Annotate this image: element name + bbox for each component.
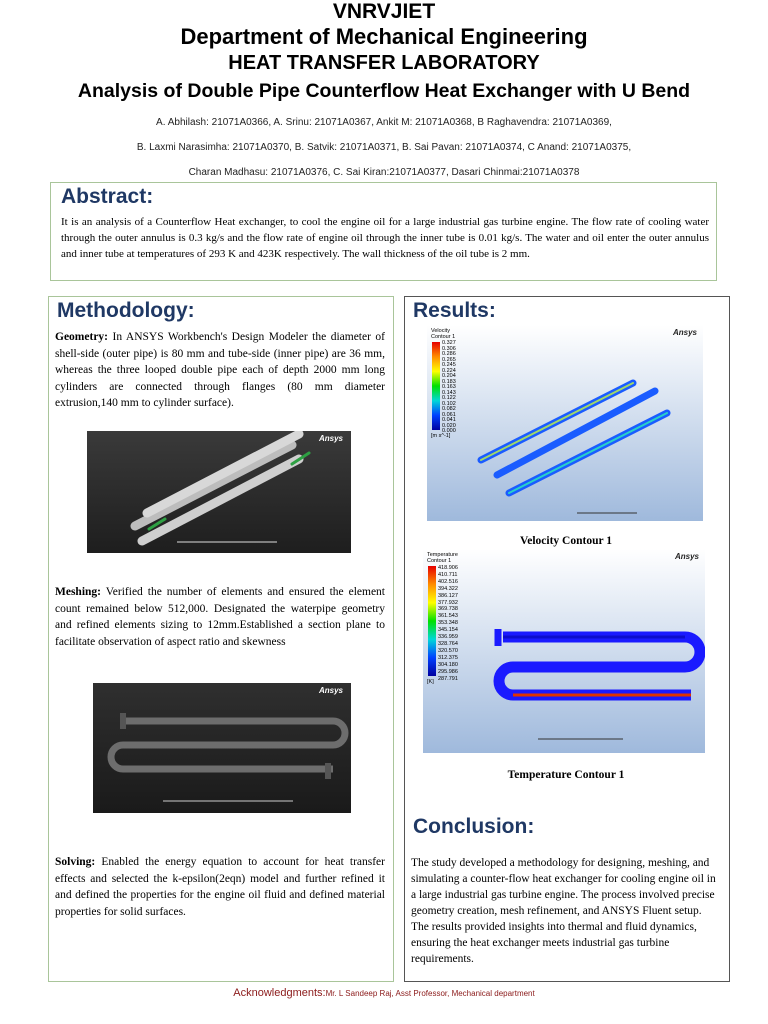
solving-paragraph [55, 854, 385, 920]
legend-value: 369.738 [438, 606, 458, 613]
legend-value: 394.322 [438, 585, 458, 592]
legend-value: 320.570 [438, 647, 458, 654]
poster-title: Analysis of Double Pipe Counterflow Heat Exchanger with U Bend [77, 80, 691, 102]
geometry-paragraph [55, 329, 385, 412]
ansys-logo: Ansys [674, 552, 699, 561]
mesh-figure [93, 683, 351, 813]
legend-value: 295.986 [438, 668, 458, 675]
temperature-unit: [K] [427, 679, 434, 685]
legend-value: 386.127 [438, 592, 458, 599]
department-name: Department of Mechanical Engineering [180, 24, 588, 49]
solving-text: Enabled the energy equation to account for heat transfer effects and selected the k-epsilon(2eqn) model and further refined it and defined the properties for the engine oil fluid and defined material properties for solid surfaces. [55, 856, 385, 918]
legend-value: 0.143 [442, 389, 456, 396]
legend-value: 353.348 [438, 620, 458, 627]
velocity-legend-title: Velocity Contour 1 [431, 328, 456, 341]
legend-value: 0.327 [442, 340, 456, 346]
legend-value: 0.204 [442, 373, 456, 379]
legend-value: 0.082 [442, 406, 456, 412]
meshing-label: Meshing: [55, 586, 101, 598]
results-title: Results: [413, 299, 496, 322]
ansys-logo: Ansys [672, 328, 697, 337]
legend-value: 304.180 [438, 661, 458, 668]
acknowledgments-text: Mr. L Sandeep Raj, Asst Professor, Mechanical department [325, 989, 535, 998]
methodology-section [48, 296, 394, 982]
legend-value: 418.906 [438, 565, 458, 571]
legend-value: 328.764 [438, 640, 458, 647]
ansys-logo: Ansys [318, 434, 343, 443]
conclusion-text: The study developed a methodology for designing, meshing, and simulating a counter-flow heat exchanger for cooling engine oil in a large industrial gas turbine engine. The process involved precise geometry creation, mesh refinement, and ANSYS Fluent setup. The results provided insights into thermal and fluid dynamics, ensuring the heat exchanger meets industrial gas turbine requirements. [411, 857, 716, 965]
abstract-section [50, 182, 717, 281]
legend-value: 312.375 [438, 654, 458, 661]
legend-value: 345.154 [438, 627, 458, 634]
velocity-contour-caption: Velocity Contour 1 [520, 535, 612, 547]
velocity-contour-image [427, 325, 703, 521]
legend-value: 0.286 [442, 351, 456, 357]
velocity-unit: [m s^-1] [431, 433, 451, 439]
legend-value: 0.265 [442, 356, 456, 363]
temperature-contour-image [423, 549, 705, 753]
legend-value: 0.020 [442, 422, 456, 429]
solving-label: Solving: [55, 856, 96, 868]
lab-name: HEAT TRANSFER LABORATORY [228, 52, 540, 74]
meshing-text: Verified the number of elements and ensured the element count remained below 512,000. Designated the waterpipe geometry and refined elements sizing to 12mm.Established a section plane to facilitate observation of aspect ratio and skewness [55, 586, 385, 648]
legend-value: 0.102 [442, 400, 456, 407]
legend-value: 287.791 [438, 675, 458, 682]
temperature-contour-caption: Temperature Contour 1 [507, 769, 625, 781]
legend-value: 0.224 [442, 367, 456, 374]
authors-line: Charan Madhasu: 21071A0376, C. Sai Kiran:21071A0377, Dasari Chinmai:21071A0378 [188, 167, 580, 178]
legend-value: 336.959 [438, 634, 458, 641]
geometry-text: In ANSYS Workbench's Design Modeler the diameter of shell-side (outer pipe) is 80 mm and tube-side (inner pipe) are 36 mm, whereas the three looped double pipe each of depth 2000 mm long cylinders are connected through flanges (80 mm diameter extrusion,140 mm to cylinder surface). [55, 331, 385, 409]
legend-value: 0.183 [442, 378, 456, 385]
legend-value: 0.163 [442, 384, 456, 390]
legend-value: 0.122 [442, 395, 456, 401]
authors-line: B. Laxmi Narasimha: 21071A0370, B. Satvik: 21071A0371, B. Sai Pavan: 21071A0374, C Anand: 21071A0375, [136, 142, 632, 153]
acknowledgments-label: Acknowledgments: [233, 987, 326, 999]
legend-value: 410.711 [438, 571, 458, 578]
abstract-title: Abstract: [61, 185, 154, 208]
legend-value: 361.543 [438, 613, 458, 620]
legend-value: 0.245 [442, 362, 456, 368]
meshing-paragraph [55, 584, 385, 650]
results-section [404, 296, 730, 982]
temperature-legend-title: Temperature Contour 1 [427, 552, 458, 565]
mesh-model-image [93, 683, 351, 813]
ansys-logo: Ansys [318, 686, 343, 695]
conclusion-title: Conclusion: [413, 815, 535, 838]
legend-value: 0.061 [442, 411, 456, 418]
legend-value: 377.932 [438, 599, 458, 606]
institute-name: VNRVJIET [332, 0, 436, 23]
geometry-figure [87, 431, 351, 553]
abstract-text: It is an analysis of a Counterflow Heat exchanger, to cool the engine oil for a large industrial gas turbine engine. The flow rate of cooling water through the outer annulus is 0.3 kg/s and the flow rate of engine oil through the inner tube is 0.01 kg/s. The water and oil enter the outer annulus and inner tube at temperatures of 293 K and 423K respectively. The wall thickness of the oil tube is 2 mm. [61, 216, 709, 260]
temperature-contour-figure [423, 549, 705, 753]
geometry-label: Geometry: [55, 331, 108, 343]
legend-value: 0.000 [442, 428, 456, 434]
legend-value: 402.516 [438, 578, 458, 585]
authors-line: A. Abhilash: 21071A0366, A. Srinu: 21071A0367, Ankit M: 21071A0368, B Raghavendra: 21071A0369, [156, 117, 612, 128]
methodology-title: Methodology: [57, 299, 195, 322]
legend-value: 0.041 [442, 417, 456, 423]
geometry-model-image [87, 431, 351, 553]
velocity-contour-figure [427, 325, 703, 521]
acknowledgments [0, 983, 768, 1001]
legend-value: 0.306 [442, 345, 456, 352]
